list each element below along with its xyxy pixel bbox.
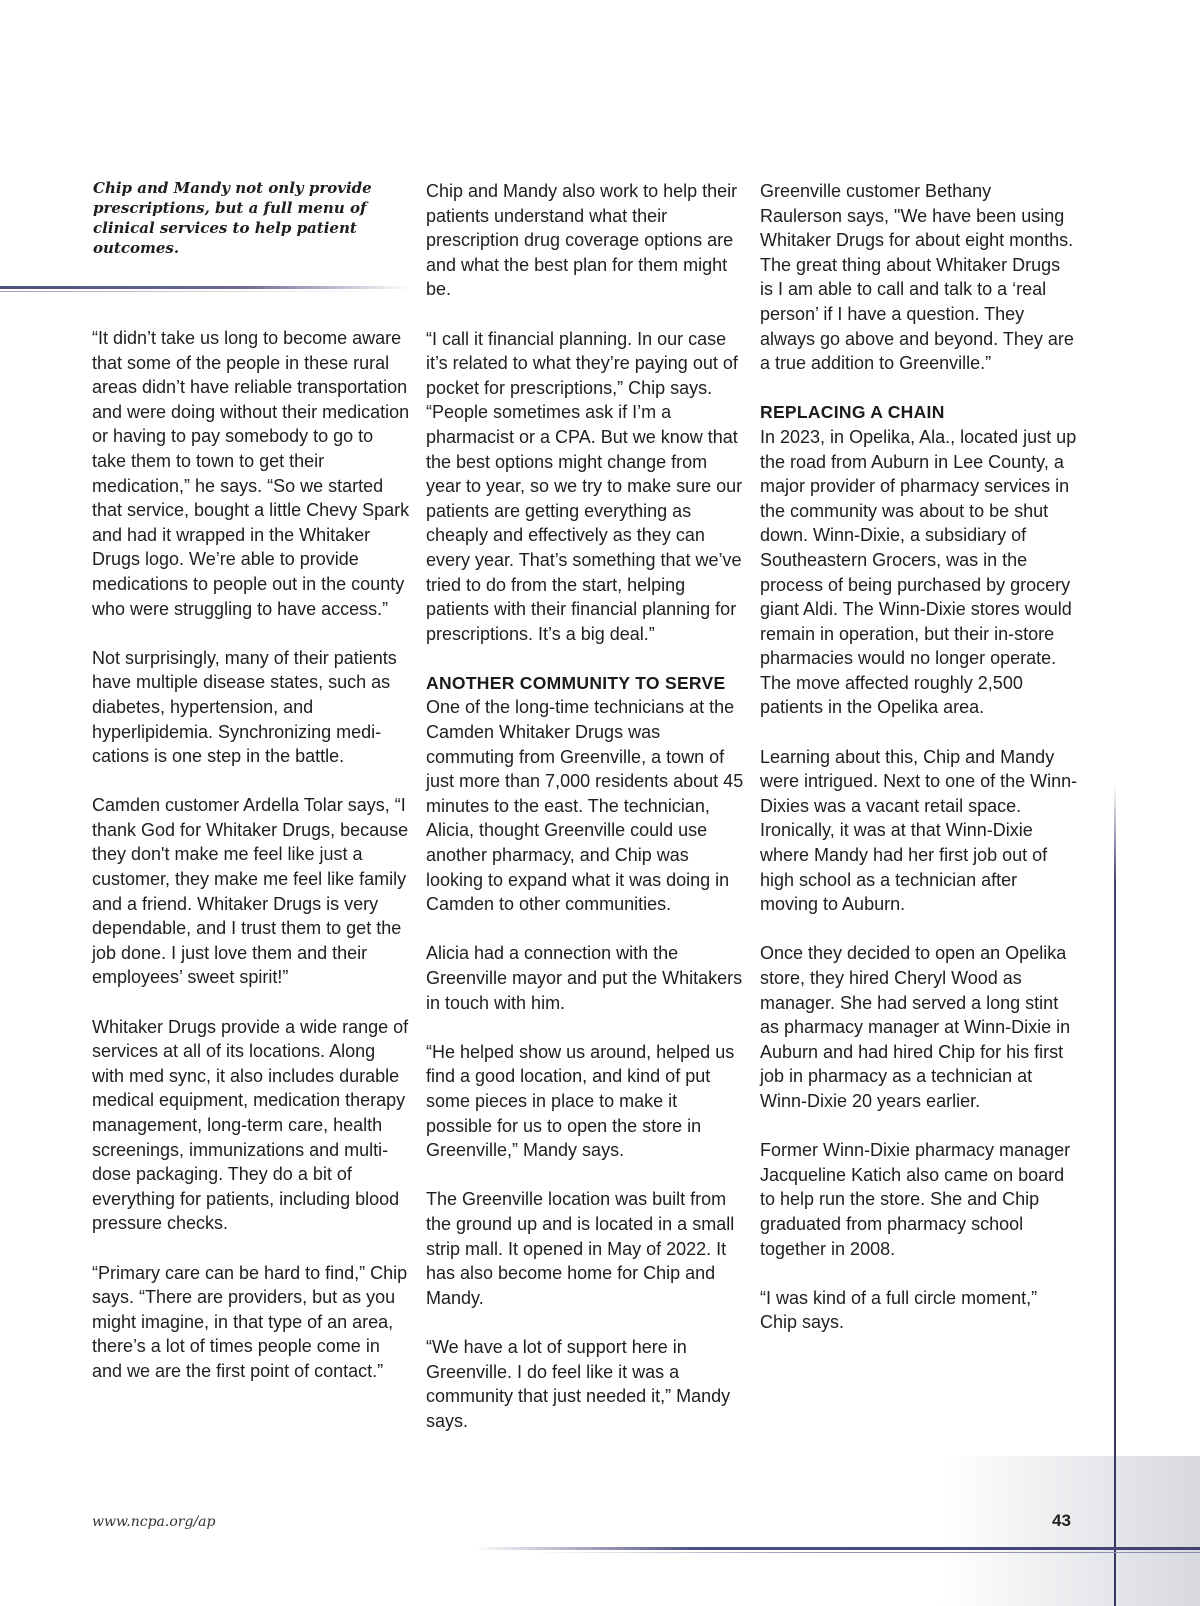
paragraph: In 2023, in Opelika, Ala., located just up the road from Auburn in Lee County, a major provider of pharmacy services in the community was about to be shut down. Winn-Dixie, a subsidiary of Southeastern Grocers, was in the process of being purchased by grocery giant Aldi. The Winn-Dixie stores would remain in operation, but their in-store pharmacies would no longer operate. The move affected roughly 2,500 patients in the Opelika area. [760, 426, 1077, 718]
paragraph: One of the long-time technicians at the Camden Whitaker Drugs was commuting from Greenville, a town of just more than 7,000 residents about 45 minutes to the east. The technician, Alicia, thought Greenville could use another pharmacy, and Chip was looking to expand what it was doing in Camden to other communities. [426, 697, 744, 915]
paragraph: “I was kind of a full circle moment,” Chip says. [760, 1287, 1038, 1333]
footer-url[interactable]: www.ncpa.org/ap [92, 1514, 216, 1530]
paragraph: Alicia had a connection with the Greenville mayor and put the Whitakers in touch with him. [426, 943, 743, 1013]
footer-rule-thin [530, 1552, 1200, 1553]
paragraph: Greenville customer Bethany Raulerson says, "We have been using Whitaker Drugs for about eight months. The great thing about Whitaker Drugs is I am able to call and talk to a ‘real person’ if I have a question. They always go above and beyond. They are a true addition to Greenville.” [760, 181, 1074, 374]
paragraph: “He helped show us around, helped us find a good location, and kind of put some pieces in place to make it possible for us to open the store in Greenville,” Mandy says. [426, 1041, 735, 1161]
section-heading: ANOTHER COMMUNITY TO SERVE [426, 672, 726, 693]
column-2 [426, 179, 744, 1458]
column-1 [92, 326, 410, 1408]
paragraph: Not surprisingly, many of their patients have multiple disease states, such as diabetes, hypertension, and hyperlipidemia. Synchronizing medications is one step in the battle. [92, 647, 397, 767]
paragraph: Chip and Mandy also work to help their patients understand what their prescription drug coverage options are and what the best plan for them might be. [426, 181, 738, 300]
caption-rule-thin [0, 291, 380, 292]
photo-caption: Chip and Mandy not only provide prescriptions, but a full menu of clinical services to help patient outcomes. [93, 179, 372, 257]
paragraph: “I call it financial planning. In our case it’s related to what they’re paying out of pocket for prescriptions,” Chip says. “People sometimes ask if I’m a pharmacist or a CPA. But we know that the best options might change from year to year, so we try to make sure our patients are getting everything as cheaply and effectively as they can every year. That’s something that we’ve tried to do from the start, helping patients with their financial planning for prescriptions. It’s a big deal.” [426, 328, 743, 644]
paragraph: The Greenville location was built from the ground up and is located in a small strip mall. It opened in May of 2022. It has also become home for Chip and Mandy. [426, 1189, 735, 1308]
corner-shading [940, 1456, 1200, 1606]
paragraph: Learning about this, Chip and Mandy were intrigued. Next to one of the Winn-Dixies was a vacant retail space. Ironically, it was at that Winn-Dixie where Mandy had her first job out of high school as a technician after moving to Auburn. [760, 746, 1078, 915]
paragraph: “We have a lot of support here in Greenville. I do feel like it was a community that just needed it,” Mandy says. [426, 1336, 731, 1431]
column-3 [760, 179, 1078, 1360]
paragraph: “Primary care can be hard to find,” Chip says. “There are providers, but as you might imagine, in that type of an area, there’s a lot of times people come in and we are the first point of contact.” [92, 1262, 408, 1381]
paragraph: Once they decided to open an Opelika store, they hired Cheryl Wood as manager. She had served a long stint as pharmacy manager at Winn-Dixie in Auburn and had hired Chip for his first job in pharmacy as a technician at Winn-Dixie 20 years earlier. [760, 943, 1071, 1111]
caption-rule [0, 286, 410, 289]
vertical-rule [1114, 785, 1116, 1606]
paragraph: Former Winn-Dixie pharmacy manager Jacqueline Katich also came on board to help run the store. She and Chip graduated from pharmacy school together in 2008. [760, 1140, 1071, 1259]
paragraph: Camden customer Ardella Tolar says, “I thank God for Whitaker Drugs, because they don't make me feel like just a customer, they make me feel like family and a friend. Whitaker Drugs is very dependable, and I trust them to get the job done. I just love them and their employees’ sweet spirit!” [92, 795, 409, 988]
footer-rule [475, 1547, 1200, 1550]
paragraph: “It didn’t take us long to become aware that some of the people in these rural areas didn’t have reliable transportation and were doing without their medication or having to pay somebody to go to take them to town to get their medication,” he says. “So we started that service, bought a little Chevy Spark and had it wrapped in the Whitaker Drugs logo. We’re able to provide medications to people out in the county who were struggling to have access.” [92, 328, 410, 619]
section-heading: REPLACING A CHAIN [760, 402, 945, 423]
page-number: 43 [1052, 1511, 1071, 1530]
paragraph: Whitaker Drugs provide a wide range of services at all of its locations. Along with med sync, it also includes durable medical equipment, medication therapy management, long-term care, health screenings, immunizations and multi-dose packaging. They do a bit of everything for patients, including blood pressure checks. [92, 1016, 409, 1234]
